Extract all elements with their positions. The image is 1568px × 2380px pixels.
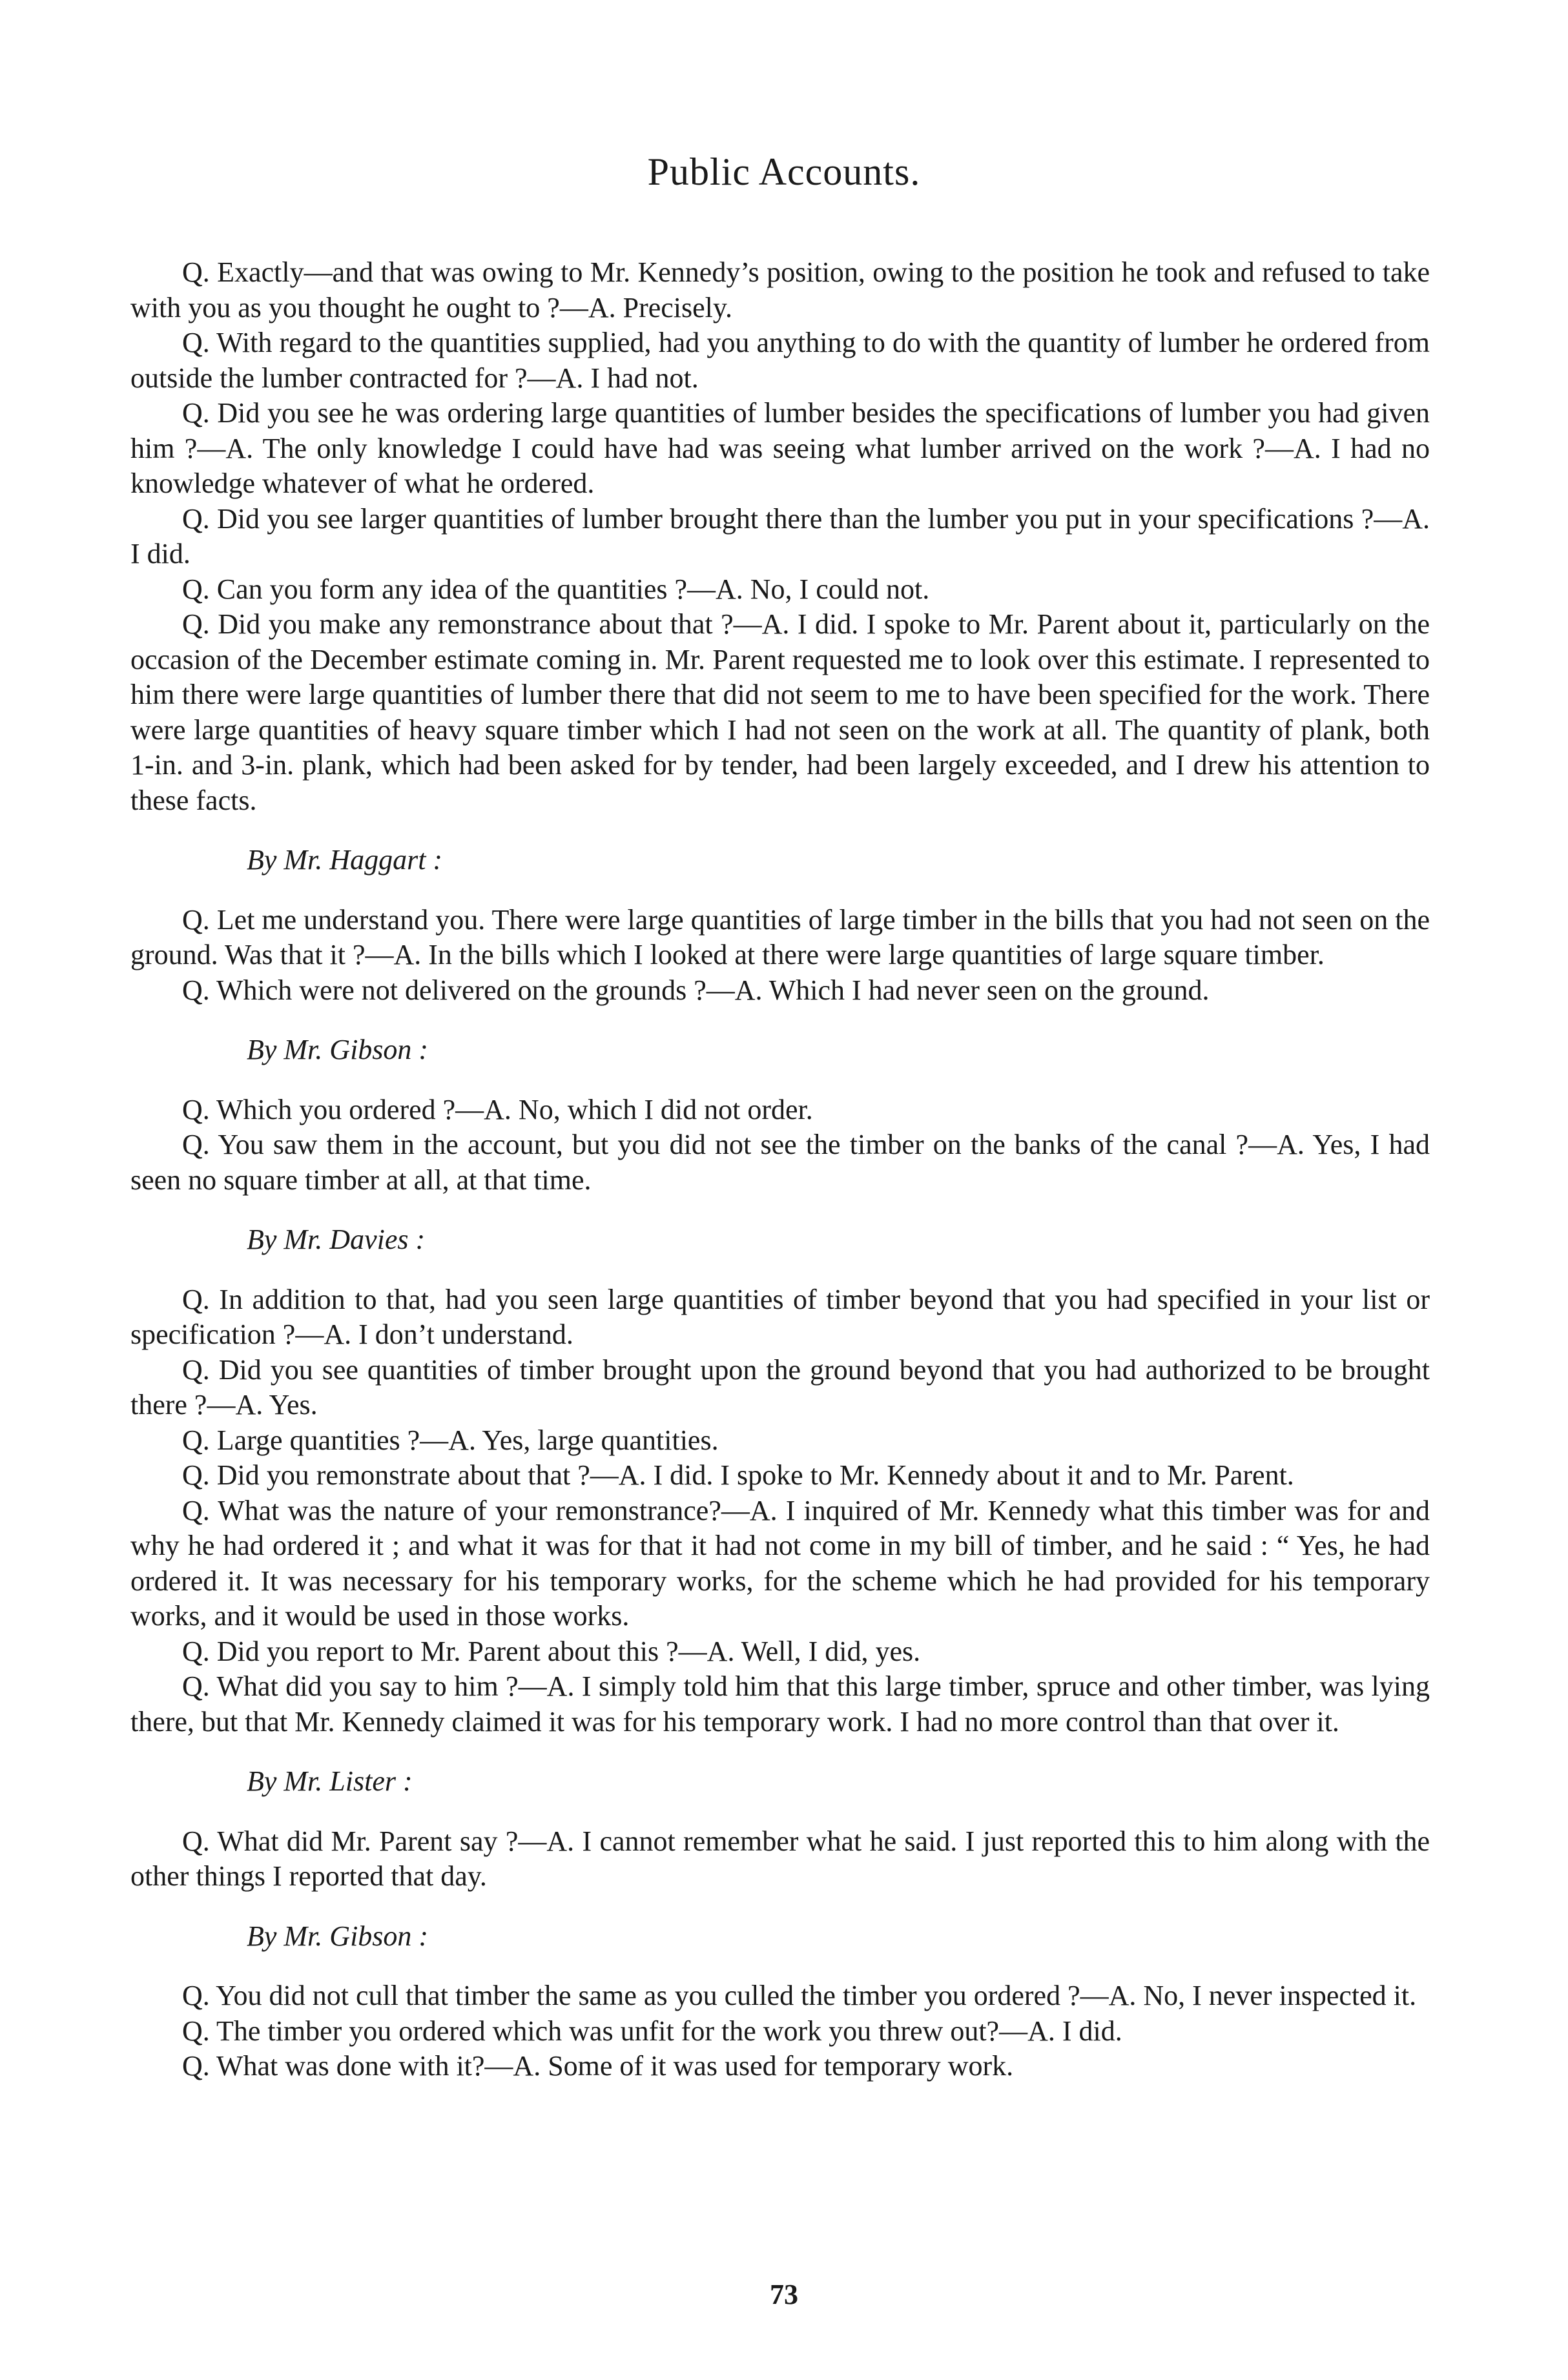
qa-paragraph: Q. In addition to that, had you seen large quantities of timber beyond that you had specified in your list or specification ?—A. I don’t understand. [130, 1283, 1430, 1350]
qa-paragraph: Q. What did Mr. Parent say ?—A. I cannot remember what he said. I just reported this to him along with the other things I reported that day. [130, 1825, 1430, 1892]
qa-paragraph: Q. What was done with it?—A. Some of it was used for temporary work. [182, 2050, 1014, 2082]
page-title: Public Accounts. [647, 150, 921, 193]
qa-paragraph: Q. Did you see quantities of timber brought upon the ground beyond that you had authorized to be brought there ?—A. Yes. [130, 1353, 1430, 1421]
qa-paragraph: Q. You did not cull that timber the same as you culled the timber you ordered ?—A. No, I never inspected it. [182, 1980, 1417, 2011]
qa-paragraph: Q. Can you form any idea of the quantities ?—A. No, I could not. [182, 573, 930, 605]
qa-paragraph: Q. What was the nature of your remonstrance?—A. I inquired of Mr. Kennedy what this timber was for and why he had ordered it ; and what it was for that it had not come in my bill of timber, and he said : “ Yes, he had ordered it. It was necessary for his temporary works, for the scheme which he had provided for his temporary works, and it would be used in those works. [130, 1494, 1430, 1632]
qa-paragraph: Q. Which were not delivered on the grounds ?—A. Which I had never seen on the ground. [182, 974, 1210, 1006]
qa-paragraph: Q. Large quantities ?—A. Yes, large quantities. [182, 1424, 719, 1456]
speaker-heading: By Mr. Haggart : [247, 844, 443, 876]
qa-paragraph: Q. Did you remonstrate about that ?—A. I did. I spoke to Mr. Kennedy about it and to Mr. Parent. [182, 1459, 1294, 1491]
qa-paragraph: Q. Exactly—and that was owing to Mr. Kennedy’s position, owing to the position he took and refused to take with you as you thought he ought to ?—A. Precisely. [130, 256, 1430, 323]
speaker-heading: By Mr. Lister : [247, 1765, 413, 1797]
qa-paragraph: Q. Did you report to Mr. Parent about this ?—A. Well, I did, yes. [182, 1635, 921, 1667]
qa-paragraph: Q. With regard to the quantities supplied, had you anything to do with the quantity of lumber he ordered from outside the lumber contracted for ?—A. I had not. [130, 327, 1430, 394]
page-number: 73 [770, 2279, 798, 2310]
testimony-body [130, 255, 1430, 2084]
qa-paragraph: Q. You saw them in the account, but you did not see the timber on the banks of the canal ?—A. Yes, I had seen no square timber at all, at that time. [130, 1129, 1430, 1196]
qa-paragraph: Q. The timber you ordered which was unfit for the work you threw out?—A. I did. [182, 2015, 1122, 2047]
speaker-heading: By Mr. Gibson : [247, 1034, 429, 1065]
qa-paragraph: Q. Did you see he was ordering large quantities of lumber besides the specifications of lumber you had given him ?—A. The only knowledge I could have had was seeing what lumber arrived on the work ?—A. I had no knowledge whatever of what he ordered. [130, 397, 1430, 499]
qa-paragraph: Q. What did you say to him ?—A. I simply told him that this large timber, spruce and other timber, was lying there, but that Mr. Kennedy claimed it was for his temporary work. I had no more control than that over it. [130, 1670, 1430, 1738]
qa-paragraph: Q. Let me understand you. There were large quantities of large timber in the bills that you had not seen on the ground. Was that it ?—A. In the bills which I looked at there were large quantities of large square timber. [130, 903, 1430, 970]
qa-paragraph: Q. Which you ordered ?—A. No, which I did not order. [182, 1093, 813, 1125]
speaker-heading: By Mr. Gibson : [247, 1920, 429, 1952]
qa-paragraph: Q. Did you make any remonstrance about that ?—A. I did. I spoke to Mr. Parent about it, particularly on the occasion of the December estimate coming in. Mr. Parent requested me to look over this estimate. I represented to him there were large quantities of lumber there that did not seem to me to have been specified for the work. There were large quantities of heavy square timber which I had not seen on the work at all. The quantity of plank, both 1-in. and 3-in. plank, which had been asked for by tender, had been largely exceeded, and I drew his attention to these facts. [130, 608, 1430, 816]
qa-paragraph: Q. Did you see larger quantities of lumber brought there than the lumber you put in your specifications ?—A. I did. [130, 502, 1430, 569]
speaker-heading: By Mr. Davies : [247, 1224, 426, 1255]
